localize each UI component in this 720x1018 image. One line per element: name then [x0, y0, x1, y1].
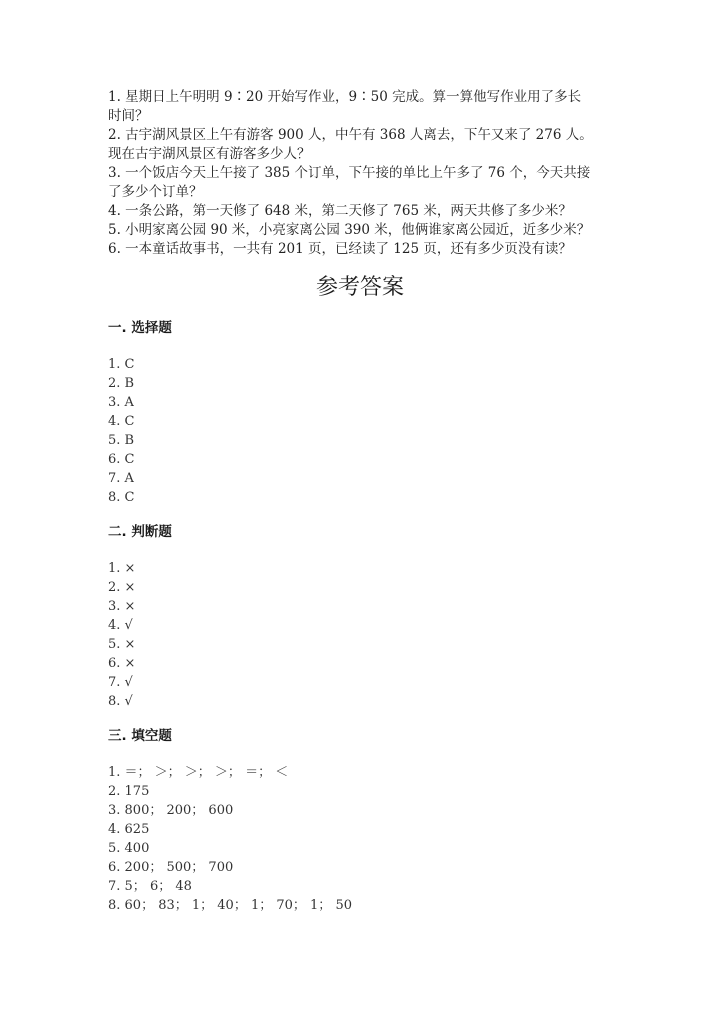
answer-item: 5. 400 — [108, 841, 150, 856]
answer-item: 3. 800； 200； 600 — [108, 803, 234, 818]
answer-key-title: 参考答案 — [315, 275, 404, 300]
problem-line: 6. 一本童话故事书，一共有 201 页，已经读了 125 页，还有多少页没有读？ — [108, 241, 572, 257]
problem-line: 3. 一个饭店今天上午接了 385 个订单，下午接的单比上午多了 76 个，今天共接 — [108, 165, 591, 181]
problem-line: 现在古宇湖风景区有游客多少人？ — [108, 146, 311, 162]
answer-item: 7. A — [108, 471, 134, 486]
problem-line: 了多少个订单？ — [108, 184, 203, 200]
answer-item: 3. × — [108, 599, 136, 614]
answer-item: 2. B — [108, 376, 135, 391]
problem-line: 时间？ — [108, 108, 149, 124]
word-problems — [108, 88, 608, 259]
answer-item: 6. 200； 500； 700 — [108, 860, 234, 875]
section-heading-fill-blank: 三. 填空题 — [108, 728, 172, 744]
answer-item: 3. A — [108, 395, 134, 410]
answer-item: 8. √ — [108, 694, 133, 709]
answer-item: 7. √ — [108, 675, 133, 690]
answer-item: 2. × — [108, 580, 136, 595]
answer-item: 5. × — [108, 637, 136, 652]
answer-item: 6. × — [108, 656, 136, 671]
problem-line: 1. 星期日上午明明 9∶20 开始写作业，9∶50 完成。算一算他写作业用了多长 — [108, 89, 582, 105]
problem-line: 5. 小明家离公园 90 米，小亮家离公园 390 米，他俩谁家离公园近，近多少米？ — [108, 222, 591, 238]
choice-answers — [108, 355, 608, 507]
true-false-answers — [108, 559, 608, 711]
answer-item: 4. √ — [108, 618, 133, 633]
answer-item: 5. B — [108, 433, 135, 448]
answer-item: 7. 5； 6； 48 — [108, 879, 192, 894]
document-page — [108, 88, 608, 931]
answer-item: 1. C — [108, 357, 135, 372]
answer-item: 8. C — [108, 490, 135, 505]
answer-item: 1. ＝； ＞； ＞； ＞； ＝； ＜ — [108, 765, 289, 780]
answer-item: 2. 175 — [108, 784, 150, 799]
answer-item: 4. 625 — [108, 822, 150, 837]
section-heading-choice: 一. 选择题 — [108, 320, 172, 336]
answer-item: 1. × — [108, 561, 136, 576]
problem-line: 2. 古宇湖风景区上午有游客 900 人，中午有 368 人离去，下午又来了 276 人。 — [108, 127, 593, 143]
section-heading-true-false: 二. 判断题 — [108, 524, 172, 540]
answer-item: 6. C — [108, 452, 135, 467]
problem-line: 4. 一条公路，第一天修了 648 米，第二天修了 765 米，两天共修了多少米？ — [108, 203, 572, 219]
answer-item: 8. 60； 83； 1； 40； 1； 70； 1； 50 — [108, 898, 352, 913]
answer-item: 4. C — [108, 414, 135, 429]
fill-blank-answers — [108, 763, 608, 915]
